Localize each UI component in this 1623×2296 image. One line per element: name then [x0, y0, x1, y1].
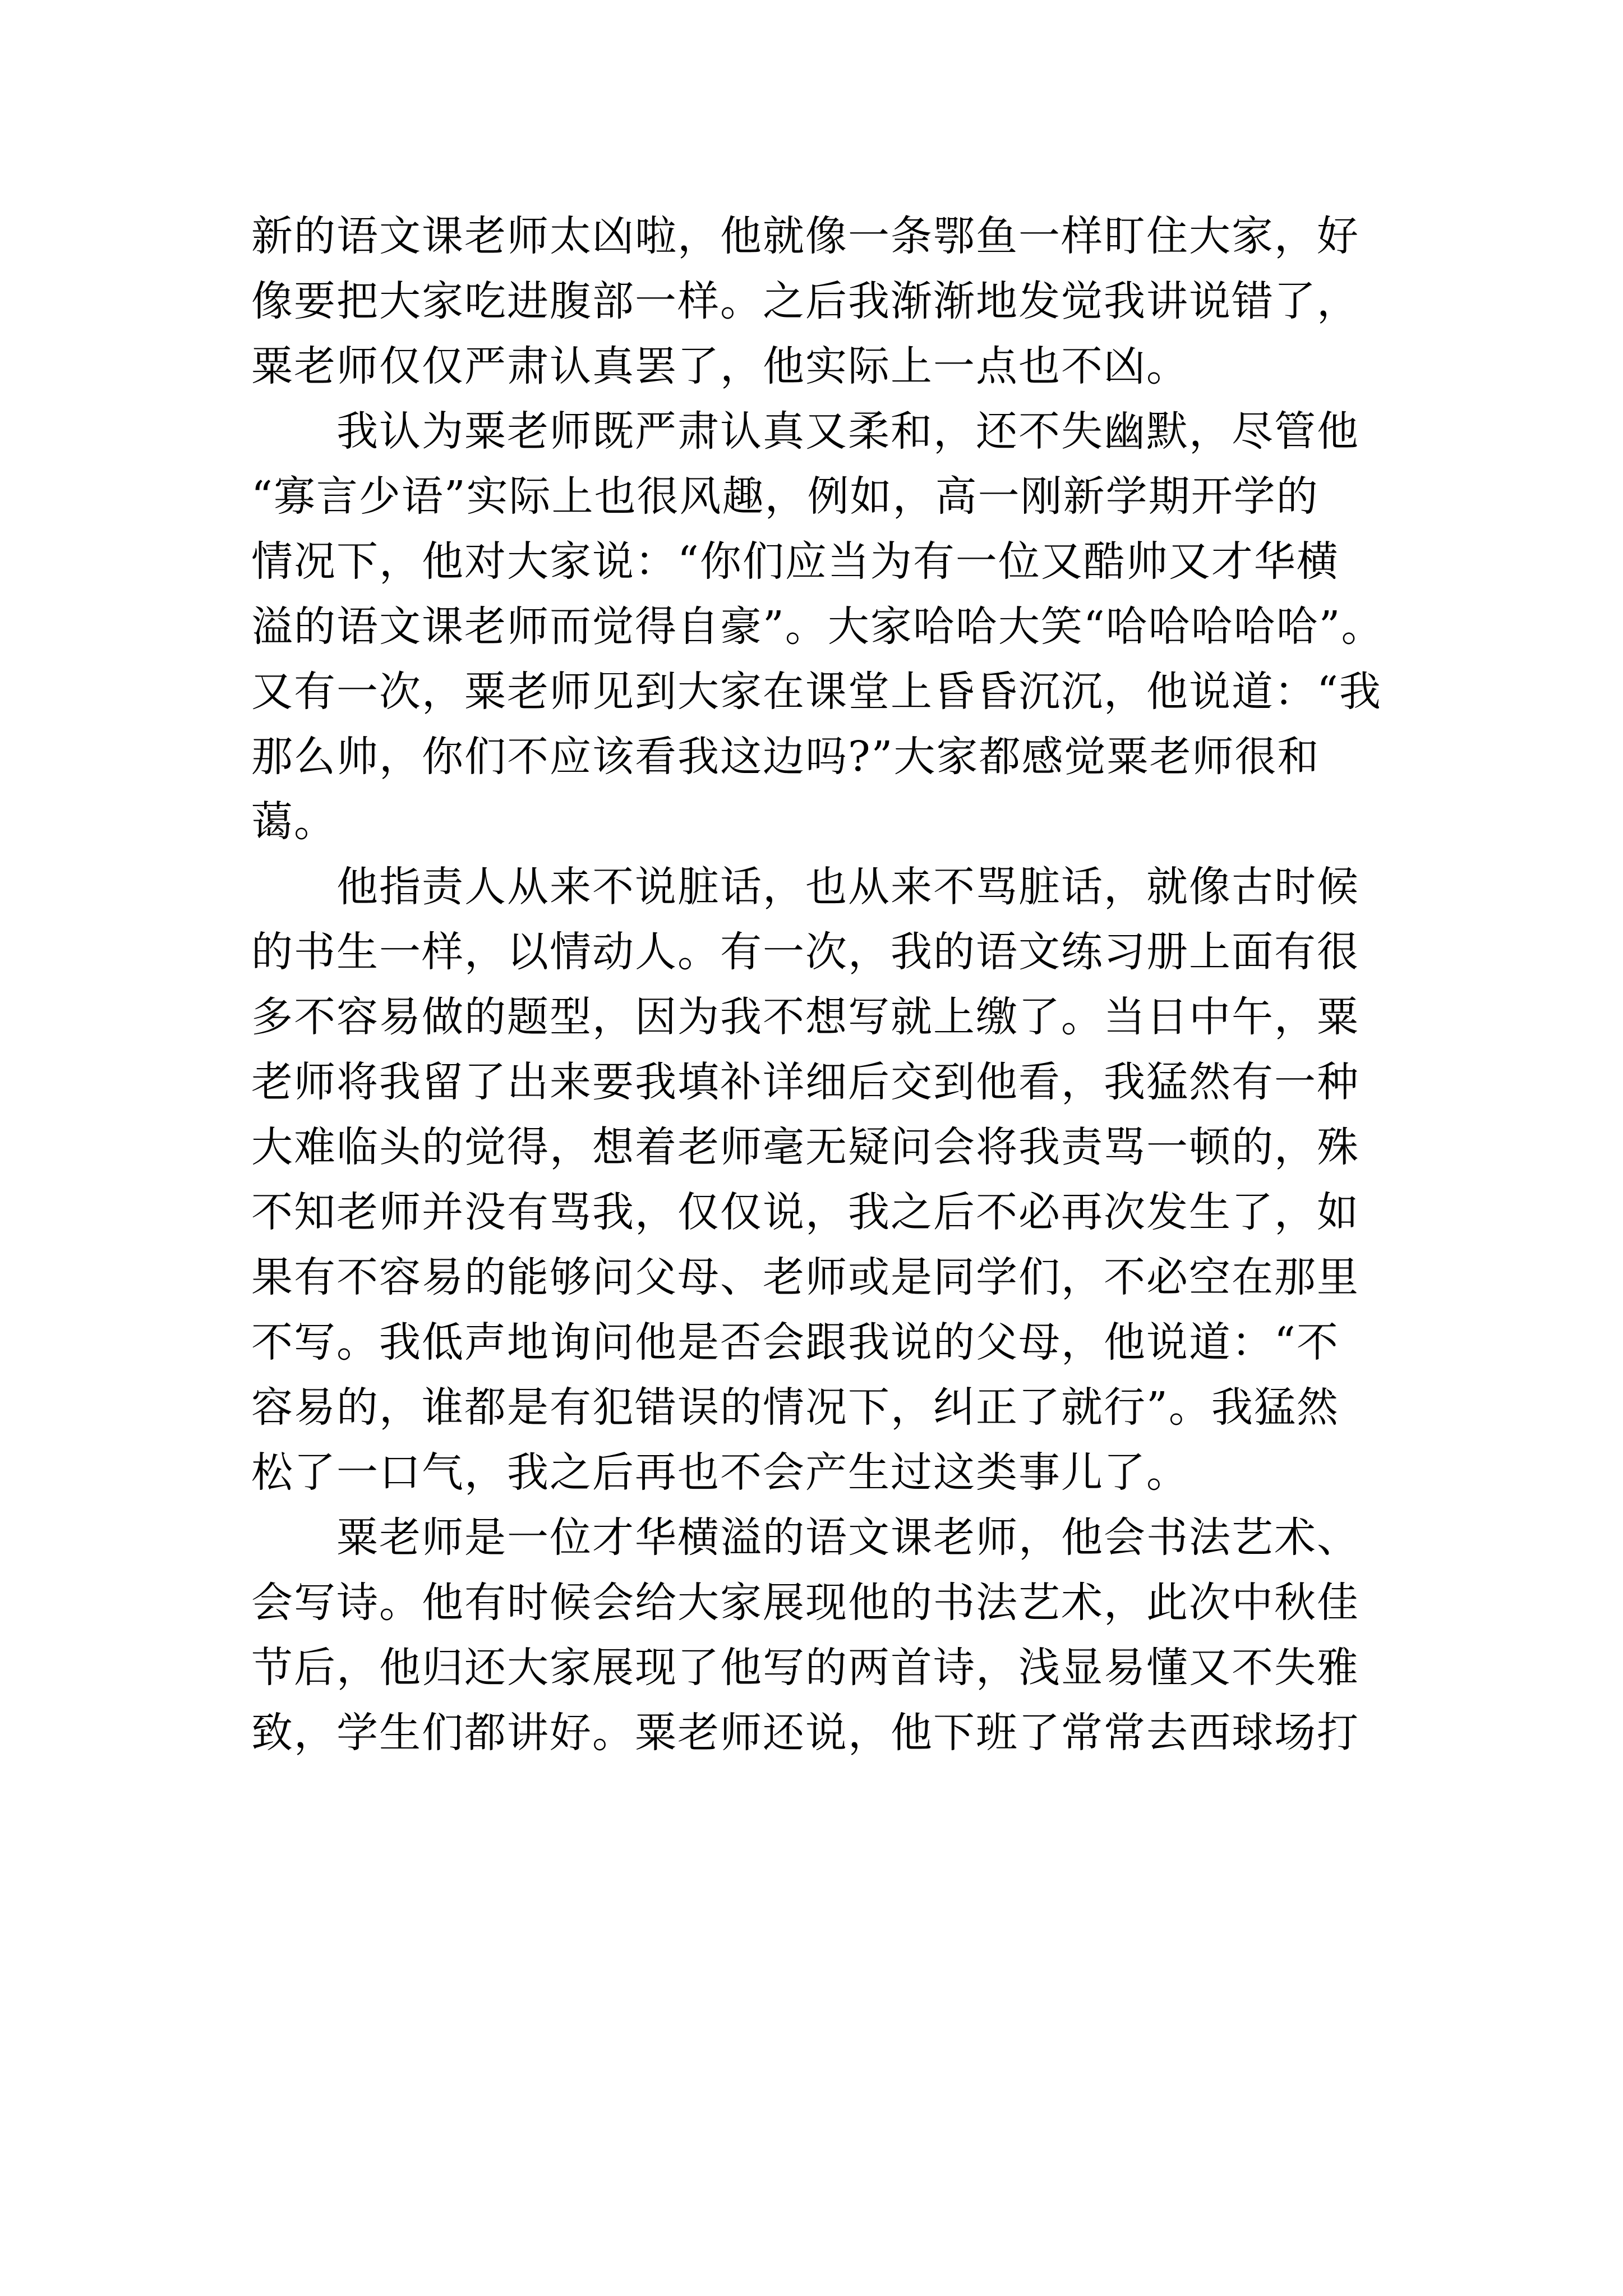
text-line: 松了一口气，我之后再也不会产生过这类事儿了。 — [251, 1448, 1189, 1497]
text-line: 粟老师仅仅严肃认真罢了，他实际上一点也不凶。 — [251, 342, 1189, 390]
text-line: 我认为粟老师既严肃认真又柔和，还不失幽默，尽管他 — [251, 407, 1359, 455]
text-line: 的书生一样，以情动人。有一次，我的语文练习册上面有很 — [251, 928, 1359, 976]
body-text — [251, 204, 1457, 1765]
text-line: 像要把大家吃进腹部一样。之后我渐渐地发觉我讲说错了， — [251, 277, 1359, 325]
text-line: 新的语文课老师太凶啦，他就像一条鄂鱼一样盯住大家，好 — [251, 212, 1359, 260]
text-line: 蔼。 — [251, 798, 336, 846]
text-line: 不知老师并没有骂我，仅仅说，我之后不必再次发生了，如 — [251, 1188, 1359, 1236]
text-line: 那么帅，你们不应该看我这边吗?”大家都感觉粟老师很和 — [251, 733, 1320, 781]
text-line: 他指责人从来不说脏话，也从来不骂脏话，就像古时候 — [251, 863, 1359, 911]
text-line: 溢的语文课老师而觉得自豪”。大家哈哈大笑“哈哈哈哈哈”。 — [251, 602, 1384, 651]
text-line: 情况下，他对大家说：“你们应当为有一位又酷帅又才华横 — [251, 537, 1339, 586]
text-line: 不写。我低声地询问他是否会跟我说的父母，他说道：“不 — [251, 1318, 1339, 1366]
text-line: 容易的，谁都是有犯错误的情况下，纠正了就行”。我猛然 — [251, 1383, 1339, 1432]
text-line: 节后，他归还大家展现了他写的两首诗，浅显易懂又不失雅 — [251, 1644, 1359, 1692]
text-line: 大难临头的觉得，想着老师毫无疑问会将我责骂一顿的，殊 — [251, 1123, 1359, 1171]
text-line: 会写诗。他有时候会给大家展现他的书法艺术，此次中秋佳 — [251, 1579, 1359, 1627]
text-line: 又有一次，粟老师见到大家在课堂上昏昏沉沉，他说道：“我 — [251, 668, 1382, 716]
text-line: 多不容易做的题型，因为我不想写就上缴了。当日中午，粟 — [251, 993, 1359, 1041]
text-line: 老师将我留了出来要我填补详细后交到他看，我猛然有一种 — [251, 1058, 1359, 1106]
text-line: “寡言少语”实际上也很风趣，例如，高一刚新学期开学的 — [251, 472, 1319, 521]
text-line: 粟老师是一位才华横溢的语文课老师，他会书法艺术、 — [251, 1513, 1359, 1562]
text-line: 果有不容易的能够问父母、老师或是同学们，不必空在那里 — [251, 1253, 1359, 1301]
text-line: 致，学生们都讲好。粟老师还说，他下班了常常去西球场打 — [251, 1709, 1359, 1757]
